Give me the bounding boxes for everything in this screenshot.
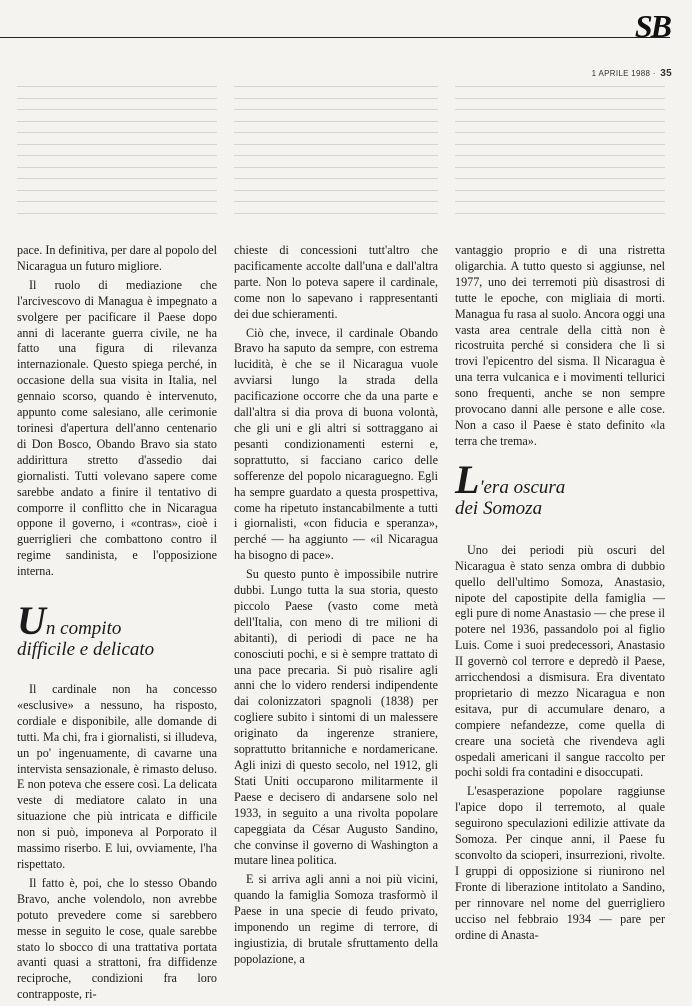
heading-initial: L bbox=[455, 456, 480, 502]
header-rule bbox=[0, 37, 670, 38]
magazine-logo: SB bbox=[634, 8, 670, 44]
heading-text: n compito bbox=[45, 618, 122, 640]
article-column-2 bbox=[234, 243, 438, 971]
paragraph: Uno dei periodi più oscuri del Nicaragua è stato senza ombra di dubbio quello dell'ultimo Somoza, Anastasio, nipote del capostipite della famiglia — egli pure di nome Anastasio — che prese il potere nel 1936, passandolo poi al figlio Luis. Come i suoi predecessori, Anastasio II governò col terrore e depredò il Paese, arricchendosi a dismisura. Era diventato proprietario di mezzo Nicaragua e non esitava, pur di accumulare denaro, a compiere nefandezze, come quella di creare una società che rivendeva agli ospedali americani il sangue raccolto per pochi soldi fra contadini e disoccupati. bbox=[455, 542, 665, 780]
paragraph: vantaggio proprio e di una ristretta oligarchia. A tutto questo si aggiunse, nel 1977, uno dei terremoti più disastrosi di tutte le epoche, con migliaia di morti. Managua fu rasa al suolo. Ancora oggi una vasta area centrale della città non è ricostruita perché si considera che lì si trovi l'epicentro del sisma. Il Nicaragua è una terra vulcanica e i movimenti tellurici sono frequenti, anche se non sempre provocano danni alle persone e alle cose. Non a caso il Paese è stato definito «la terra che trema». bbox=[455, 243, 665, 448]
bleed-through-texture bbox=[455, 86, 665, 221]
bleed-through-texture bbox=[17, 86, 217, 221]
issue-date: 1 APRILE 1988 · bbox=[591, 69, 656, 78]
article-column-1 bbox=[17, 243, 217, 1006]
paragraph: Il cardinale non ha concesso «esclusive» a nessuno, ha risposto, cordiale e disponibile, alle domande di tutti. Ma chi, fra i giornalisti, si illudeva, un po' ingenuamente, di cavarne una intervista sensazionale, è rimasto deluso. E non poteva che essere così. La delicata veste di mediatore calato in una situazione che più intricata e difficile non si può, imponeva al Porporato il massimo riserbo. E lui, ovviamente, l'ha rispettato. bbox=[17, 682, 217, 871]
heading-text: dei Somoza bbox=[455, 497, 543, 519]
section-heading bbox=[455, 456, 665, 519]
heading-initial: U bbox=[17, 598, 46, 644]
section-heading bbox=[17, 598, 217, 661]
bleed-through-texture bbox=[234, 86, 438, 221]
paragraph: chieste di concessioni tutt'altro che pacificamente accolte dall'una e dall'altra parte. Non lo poteva sapere il cardinale, come non lo sapevano i rappresentanti dei due schieramenti. bbox=[234, 243, 438, 321]
paragraph: pace. In definitiva, per dare al popolo del Nicaragua un futuro migliore. bbox=[17, 243, 217, 273]
paragraph: L'esasperazione popolare raggiunse l'apice dopo il terremoto, al quale seguirono speculazioni edilizie attivate da Somoza. Per cinque anni, il Paese fu sconvolto da scioperi, insurrezioni, rivolte. I gruppi di opposizione si riunirono nel Fronte di liberazione intitolato a Sandino, per rinnovare nel nome del guerrigliero ucciso nel febbraio 1934 — pare per ordine di Anasta- bbox=[455, 784, 665, 942]
paragraph: Il ruolo di mediazione che l'arcivescovo di Managua è impegnato a svolgere per pacificare il Paese dopo anni di lacerante guerra civile, ne ha fatto una figura di rilevanza internazionale. Questo spiega perché, in occasione della sua visita in Italia, nel gennaio scorso, quando è intervenuto, appunto come salesiano, alle cerimonie torinesi d'apertura dell'anno centenario di Don Bosco, Obando Bravo sia stato addirittura stretto d'assedio dai giornalisti. Tutti volevano sapere come sarebbe andato a finire il tentativo di comporre il conflitto che in Nicaragua oppone il governo, i «contras», cioè i guerriglieri che combattono contro il regime sandinista, e l'opposizione interna. bbox=[17, 277, 217, 579]
article-column-3 bbox=[455, 243, 665, 946]
paragraph: E si arriva agli anni a noi più vicini, quando la famiglia Somoza trasformò il Paese in una specie di feudo privato, imponendo un regime di terrore, di ingiustizia, di brutale sfruttamento della popolazione, a bbox=[234, 872, 438, 966]
paragraph: Ciò che, invece, il cardinale Obando Bravo ha saputo da sempre, con estrema lucidità, è che se il Nicaragua vuole avviarsi lungo la strada della pacificazione occorre che da una parte e dall'altra si dia prova di buona volontà, che gli uni e gli altri si sottraggano ai pesanti condizionamenti esterni e, soprattutto, si facciano carico delle sofferenze del popolo nicaraguegno. Egli ha sempre guardato a questa prospettiva, come ha ripetuto instancabilmente a tutti i giornalisti, «con fiducia e speranza», perché — ha aggiunto — «il Nicaragua ha bisogno di pace». bbox=[234, 325, 438, 563]
paragraph: Il fatto è, poi, che lo stesso Obando Bravo, anche volendolo, non avrebbe potuto prevedere come si sarebbero messe in seguito le cose, quale sarebbe stato lo sbocco di una trattativa portata avanti quasi a strattoni, fra diffidenze reciproche, condizioni fra loro contrapposte, ri- bbox=[17, 875, 217, 1002]
paragraph: Su questo punto è impossibile nutrire dubbi. Lungo tutta la sua storia, questo piccolo Paese (vasto come metà dell'Italia, con meno di tre milioni di abitanti), di periodi di pace ne ha conosciuti pochi, e si è sempre trattato di una pace precaria. Si può risalire agli anni che lo videro rendersi indipendente dai colonizzatori spagnoli (1838) per cogliere subito i sintomi di un malessere originato da ingerenze straniere, soprattutto britanniche e nordamericane. Agli inizi di questo secolo, nel 1912, gli Stati Uniti occuparono militarmente il Paese e decisero di andarsene solo nel 1933, in seguito a una rivolta popolare capeggiata da César Augusto Sandino, che convinse il governo di Washington a mutare linea politica. bbox=[234, 567, 438, 868]
dateline bbox=[592, 68, 672, 79]
heading-text: 'era oscura bbox=[479, 476, 566, 498]
heading-text: difficile e delicato bbox=[17, 639, 155, 661]
page-number: 35 bbox=[660, 68, 672, 79]
